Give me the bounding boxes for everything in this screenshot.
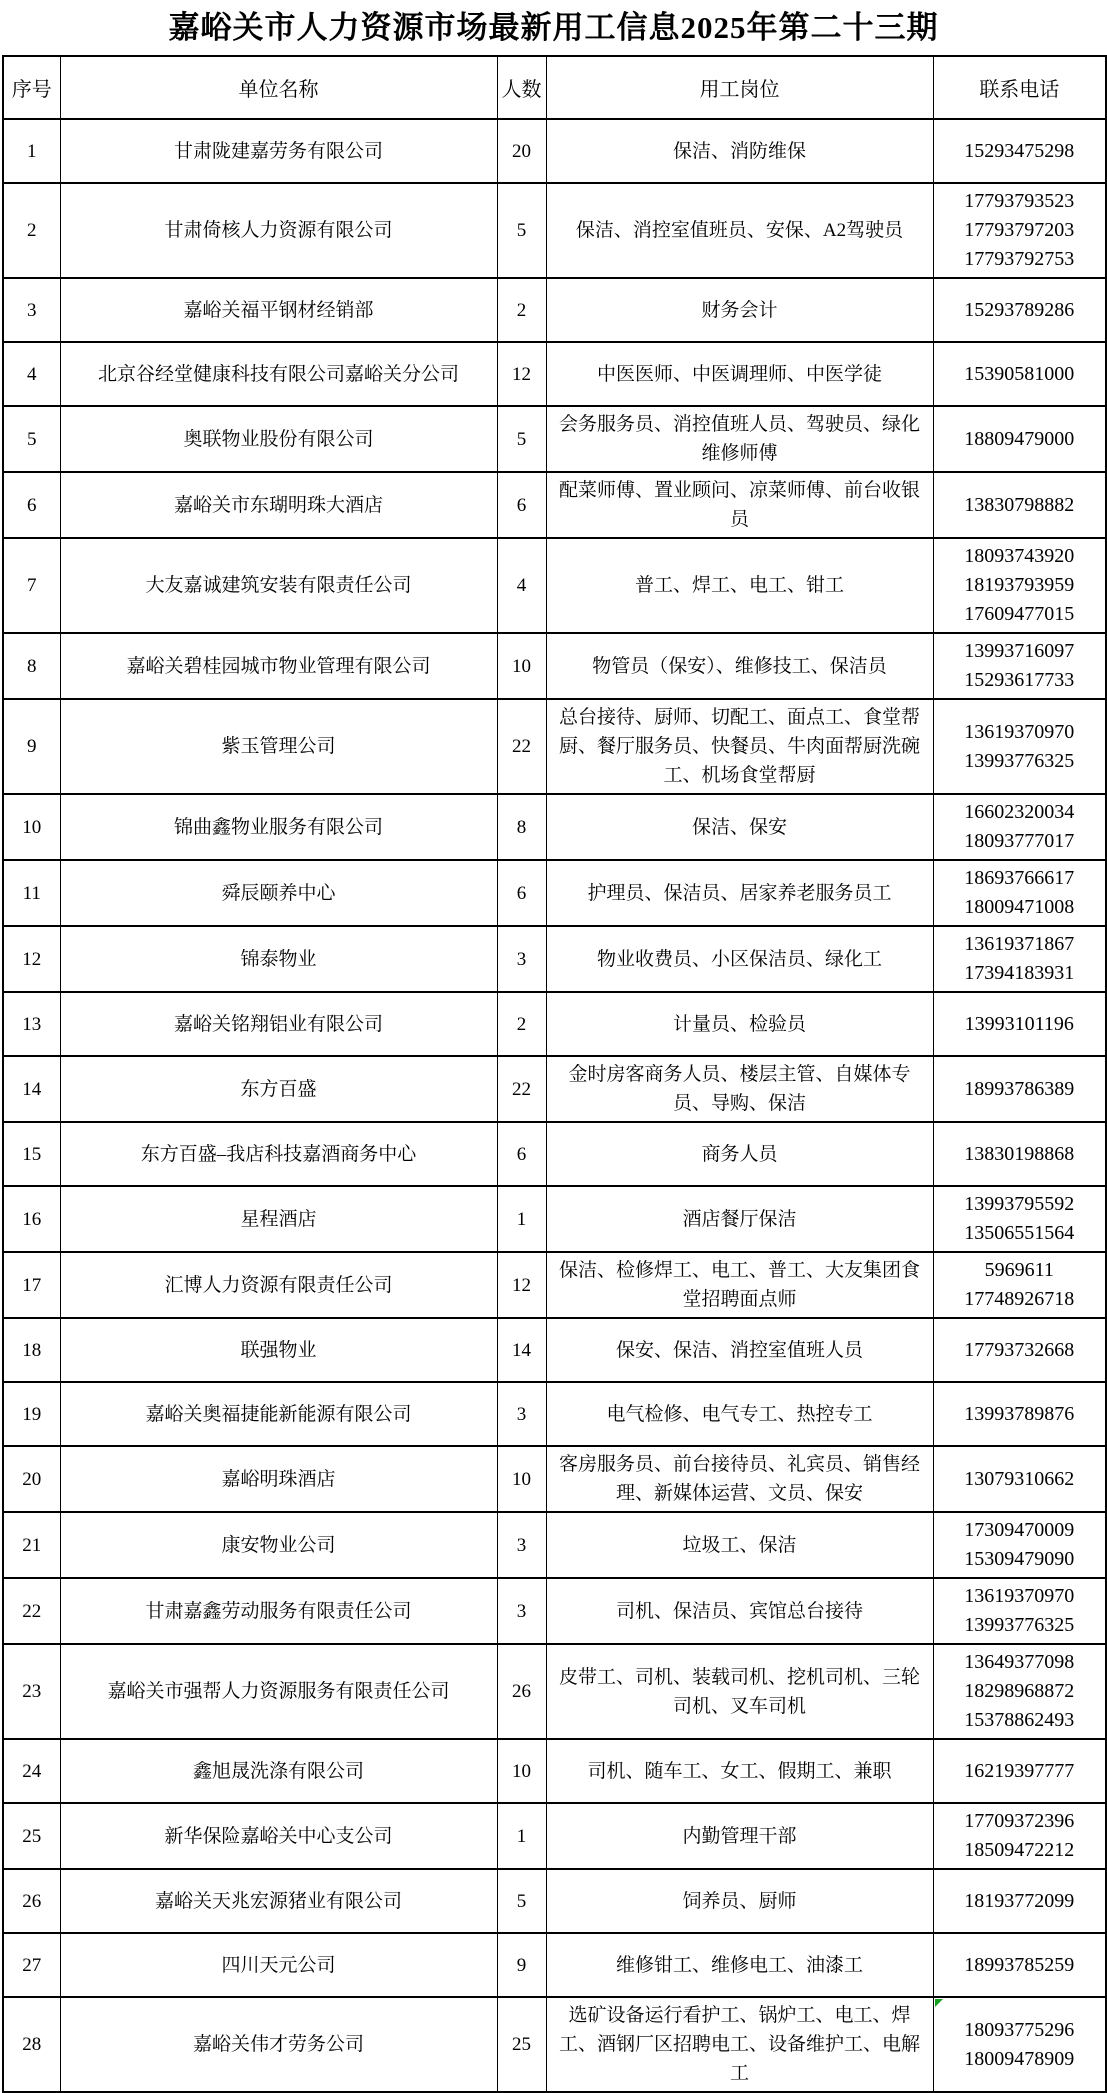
table-row xyxy=(3,183,1106,278)
cell-company-name: 甘肃倚核人力资源有限公司 xyxy=(60,183,497,278)
cell-contact-phone xyxy=(933,406,1106,472)
cell-company-name: 汇博人力资源有限责任公司 xyxy=(60,1252,497,1318)
cell-headcount: 6 xyxy=(497,472,546,538)
cell-contact-phone xyxy=(933,1869,1106,1933)
table-row xyxy=(3,1252,1106,1318)
cell-serial-number: 18 xyxy=(3,1318,60,1382)
cell-headcount: 22 xyxy=(497,699,546,794)
cell-serial-number: 4 xyxy=(3,342,60,406)
cell-contact-phone xyxy=(933,992,1106,1056)
phone-number: 17748926718 xyxy=(964,1288,1075,1310)
table-row xyxy=(3,1933,1106,1997)
phone-number: 17793793523 xyxy=(964,190,1075,212)
cell-headcount: 26 xyxy=(497,1644,546,1739)
cell-job-positions: 中医医师、中医调理师、中医学徒 xyxy=(546,342,933,406)
phone-number: 13993776325 xyxy=(964,1614,1075,1636)
cell-headcount: 6 xyxy=(497,860,546,926)
cell-company-name: 锦曲鑫物业服务有限公司 xyxy=(60,794,497,860)
cell-headcount: 8 xyxy=(497,794,546,860)
cell-headcount: 20 xyxy=(497,119,546,183)
cell-headcount: 3 xyxy=(497,1382,546,1446)
cell-headcount: 4 xyxy=(497,538,546,633)
cell-company-name: 舜辰颐养中心 xyxy=(60,860,497,926)
cell-company-name: 星程酒店 xyxy=(60,1186,497,1252)
phone-number: 13830198868 xyxy=(964,1142,1075,1165)
cell-headcount: 10 xyxy=(497,1739,546,1803)
cell-contact-phone xyxy=(933,860,1106,926)
cell-company-name: 康安物业公司 xyxy=(60,1512,497,1578)
cell-corner-marker xyxy=(935,1999,943,2007)
table-row xyxy=(3,633,1106,699)
cell-job-positions: 保洁、消控室值班员、安保、A2驾驶员 xyxy=(546,183,933,278)
phone-number: 17709372396 xyxy=(964,1810,1075,1832)
page-title: 嘉峪关市人力资源市场最新用工信息2025年第二十三期 xyxy=(168,10,939,45)
table-row xyxy=(3,1578,1106,1644)
cell-serial-number: 9 xyxy=(3,699,60,794)
cell-contact-phone xyxy=(933,183,1106,278)
cell-headcount: 3 xyxy=(497,1512,546,1578)
table-row xyxy=(3,1056,1106,1122)
cell-headcount: 6 xyxy=(497,1122,546,1186)
cell-company-name: 新华保险嘉峪关中心支公司 xyxy=(60,1803,497,1869)
header-row xyxy=(3,56,1106,119)
cell-serial-number: 5 xyxy=(3,406,60,472)
phone-number: 15293475298 xyxy=(964,139,1075,162)
cell-headcount: 1 xyxy=(497,1803,546,1869)
cell-contact-phone xyxy=(933,1252,1106,1318)
cell-headcount: 12 xyxy=(497,342,546,406)
col-header-phone: 联系电话 xyxy=(933,56,1106,119)
cell-job-positions: 计量员、检验员 xyxy=(546,992,933,1056)
cell-company-name: 鑫旭晟洗涤有限公司 xyxy=(60,1739,497,1803)
cell-company-name: 东方百盛–我店科技嘉酒商务中心 xyxy=(60,1122,497,1186)
phone-number: 18298968872 xyxy=(964,1680,1075,1702)
table-row xyxy=(3,1739,1106,1803)
cell-serial-number: 24 xyxy=(3,1739,60,1803)
cell-contact-phone xyxy=(933,926,1106,992)
employment-table xyxy=(2,55,1107,2093)
phone-number: 13619371867 xyxy=(964,933,1075,955)
table-body xyxy=(3,119,1106,2092)
cell-job-positions: 保安、保洁、消控室值班人员 xyxy=(546,1318,933,1382)
phone-number: 13506551564 xyxy=(964,1222,1075,1244)
cell-job-positions: 商务人员 xyxy=(546,1122,933,1186)
cell-serial-number: 14 xyxy=(3,1056,60,1122)
phone-number: 13993716097 xyxy=(964,640,1075,662)
cell-company-name: 紫玉管理公司 xyxy=(60,699,497,794)
cell-job-positions: 酒店餐厅保洁 xyxy=(546,1186,933,1252)
cell-serial-number: 17 xyxy=(3,1252,60,1318)
cell-serial-number: 15 xyxy=(3,1122,60,1186)
cell-serial-number: 23 xyxy=(3,1644,60,1739)
cell-headcount: 9 xyxy=(497,1933,546,1997)
phone-number: 15293617733 xyxy=(964,669,1075,691)
cell-serial-number: 28 xyxy=(3,1997,60,2092)
cell-company-name: 嘉峪关天兆宏源猪业有限公司 xyxy=(60,1869,497,1933)
phone-number: 13993776325 xyxy=(964,749,1075,772)
phone-number: 18509472212 xyxy=(964,1839,1075,1861)
cell-headcount: 3 xyxy=(497,1578,546,1644)
col-header-no: 序号 xyxy=(3,56,60,119)
cell-company-name: 大友嘉诚建筑安装有限责任公司 xyxy=(60,538,497,633)
cell-contact-phone xyxy=(933,119,1106,183)
phone-number: 15378862493 xyxy=(964,1709,1075,1731)
phone-number: 18093775296 xyxy=(964,2018,1075,2041)
cell-serial-number: 25 xyxy=(3,1803,60,1869)
table-row xyxy=(3,1512,1106,1578)
phone-number: 18009478909 xyxy=(964,2047,1075,2070)
cell-job-positions: 保洁、保安 xyxy=(546,794,933,860)
cell-contact-phone xyxy=(933,794,1106,860)
cell-contact-phone xyxy=(933,1122,1106,1186)
cell-headcount: 25 xyxy=(497,1997,546,2092)
phone-number: 13993795592 xyxy=(964,1193,1075,1215)
cell-serial-number: 8 xyxy=(3,633,60,699)
cell-headcount: 5 xyxy=(497,406,546,472)
phone-number: 16219397777 xyxy=(964,1759,1075,1782)
phone-number: 5969611 xyxy=(984,1259,1054,1281)
phone-number: 18993786389 xyxy=(964,1077,1075,1100)
cell-contact-phone xyxy=(933,699,1106,794)
phone-number: 17793732668 xyxy=(964,1338,1075,1361)
col-header-company: 单位名称 xyxy=(60,56,497,119)
cell-contact-phone xyxy=(933,1512,1106,1578)
cell-company-name: 锦泰物业 xyxy=(60,926,497,992)
table-row xyxy=(3,538,1106,633)
cell-company-name: 嘉峪关市东瑚明珠大酒店 xyxy=(60,472,497,538)
cell-company-name: 嘉峪关碧桂园城市物业管理有限公司 xyxy=(60,633,497,699)
cell-contact-phone xyxy=(933,1056,1106,1122)
cell-job-positions: 会务服务员、消控值班人员、驾驶员、绿化维修师傅 xyxy=(546,406,933,472)
cell-job-positions: 配菜师傅、置业顾问、凉菜师傅、前台收银员 xyxy=(546,472,933,538)
cell-job-positions: 维修钳工、维修电工、油漆工 xyxy=(546,1933,933,1997)
table-row xyxy=(3,992,1106,1056)
table-row xyxy=(3,1644,1106,1739)
cell-job-positions: 选矿设备运行看护工、锅炉工、电工、焊工、酒钢厂区招聘电工、设备维护工、电解工 xyxy=(546,1997,933,2092)
cell-serial-number: 2 xyxy=(3,183,60,278)
phone-number: 15293789286 xyxy=(964,298,1075,321)
cell-serial-number: 21 xyxy=(3,1512,60,1578)
cell-job-positions: 物业收费员、小区保洁员、绿化工 xyxy=(546,926,933,992)
cell-job-positions: 司机、随车工、女工、假期工、兼职 xyxy=(546,1739,933,1803)
phone-number: 15309479090 xyxy=(964,1548,1075,1570)
phone-number: 18809479000 xyxy=(964,427,1075,450)
cell-headcount: 10 xyxy=(497,1446,546,1512)
phone-number: 17394183931 xyxy=(964,962,1075,984)
cell-job-positions: 护理员、保洁员、居家养老服务员工 xyxy=(546,860,933,926)
cell-job-positions: 财务会计 xyxy=(546,278,933,342)
cell-job-positions: 金时房客商务人员、楼层主管、自媒体专员、导购、保洁 xyxy=(546,1056,933,1122)
cell-job-positions: 保洁、检修焊工、电工、普工、大友集团食堂招聘面点师 xyxy=(546,1252,933,1318)
phone-number: 13619370970 xyxy=(964,720,1075,743)
phone-number: 18093743920 xyxy=(964,545,1075,567)
cell-headcount: 5 xyxy=(497,1869,546,1933)
cell-company-name: 嘉峪关福平钢材经销部 xyxy=(60,278,497,342)
cell-serial-number: 19 xyxy=(3,1382,60,1446)
table-row xyxy=(3,119,1106,183)
table-row xyxy=(3,278,1106,342)
phone-number: 18009471008 xyxy=(964,896,1075,918)
cell-job-positions: 普工、焊工、电工、钳工 xyxy=(546,538,933,633)
col-header-count: 人数 xyxy=(497,56,546,119)
cell-contact-phone xyxy=(933,1739,1106,1803)
cell-contact-phone xyxy=(933,1318,1106,1382)
table-row xyxy=(3,1803,1106,1869)
cell-contact-phone xyxy=(933,1644,1106,1739)
cell-job-positions: 电气检修、电气专工、热控专工 xyxy=(546,1382,933,1446)
phone-number: 18993785259 xyxy=(964,1953,1075,1976)
phone-number: 13993789876 xyxy=(964,1402,1075,1425)
cell-headcount: 2 xyxy=(497,278,546,342)
cell-contact-phone xyxy=(933,1803,1106,1869)
cell-job-positions: 客房服务员、前台接待员、礼宾员、销售经理、新媒体运营、文员、保安 xyxy=(546,1446,933,1512)
phone-number: 17309470009 xyxy=(964,1519,1075,1541)
phone-number: 18193772099 xyxy=(964,1889,1075,1912)
cell-contact-phone xyxy=(933,1933,1106,1997)
cell-serial-number: 11 xyxy=(3,860,60,926)
col-header-positions: 用工岗位 xyxy=(546,56,933,119)
cell-headcount: 2 xyxy=(497,992,546,1056)
table-row xyxy=(3,406,1106,472)
cell-company-name: 东方百盛 xyxy=(60,1056,497,1122)
cell-job-positions: 总台接待、厨师、切配工、面点工、食堂帮厨、餐厅服务员、快餐员、牛肉面帮厨洗碗工、机场食堂帮厨 xyxy=(546,699,933,794)
cell-company-name: 四川天元公司 xyxy=(60,1933,497,1997)
cell-serial-number: 20 xyxy=(3,1446,60,1512)
cell-job-positions: 垃圾工、保洁 xyxy=(546,1512,933,1578)
table-row xyxy=(3,1122,1106,1186)
cell-company-name: 嘉峪明珠酒店 xyxy=(60,1446,497,1512)
cell-serial-number: 22 xyxy=(3,1578,60,1644)
cell-serial-number: 6 xyxy=(3,472,60,538)
table-row xyxy=(3,699,1106,794)
cell-contact-phone xyxy=(933,1997,1106,2092)
cell-serial-number: 10 xyxy=(3,794,60,860)
phone-number: 18693766617 xyxy=(964,867,1075,889)
phone-number: 15390581000 xyxy=(964,362,1075,385)
table-row xyxy=(3,342,1106,406)
cell-company-name: 嘉峪关奥福捷能新能源有限公司 xyxy=(60,1382,497,1446)
phone-number: 17609477015 xyxy=(964,603,1075,625)
cell-company-name: 甘肃陇建嘉劳务有限公司 xyxy=(60,119,497,183)
cell-contact-phone xyxy=(933,278,1106,342)
phone-number: 13993101196 xyxy=(964,1012,1074,1035)
cell-contact-phone xyxy=(933,1446,1106,1512)
table-row xyxy=(3,926,1106,992)
cell-serial-number: 1 xyxy=(3,119,60,183)
cell-job-positions: 物管员（保安）、维修技工、保洁员 xyxy=(546,633,933,699)
cell-company-name: 联强物业 xyxy=(60,1318,497,1382)
phone-number: 13079310662 xyxy=(964,1467,1075,1490)
cell-company-name: 甘肃嘉鑫劳动服务有限责任公司 xyxy=(60,1578,497,1644)
cell-company-name: 嘉峪关伟才劳务公司 xyxy=(60,1997,497,2092)
cell-headcount: 12 xyxy=(497,1252,546,1318)
table-row xyxy=(3,1446,1106,1512)
cell-serial-number: 16 xyxy=(3,1186,60,1252)
cell-serial-number: 13 xyxy=(3,992,60,1056)
cell-company-name: 北京谷经堂健康科技有限公司嘉峪关分公司 xyxy=(60,342,497,406)
cell-serial-number: 7 xyxy=(3,538,60,633)
cell-job-positions: 司机、保洁员、宾馆总台接待 xyxy=(546,1578,933,1644)
phone-number: 16602320034 xyxy=(964,801,1075,823)
cell-company-name: 奥联物业股份有限公司 xyxy=(60,406,497,472)
cell-contact-phone xyxy=(933,633,1106,699)
cell-job-positions: 保洁、消防维保 xyxy=(546,119,933,183)
cell-headcount: 1 xyxy=(497,1186,546,1252)
phone-number: 13649377098 xyxy=(964,1651,1075,1673)
table-row xyxy=(3,794,1106,860)
cell-job-positions: 饲养员、厨师 xyxy=(546,1869,933,1933)
table-row xyxy=(3,1186,1106,1252)
phone-number: 18193793959 xyxy=(964,574,1075,596)
cell-contact-phone xyxy=(933,472,1106,538)
table-row xyxy=(3,1382,1106,1446)
cell-headcount: 10 xyxy=(497,633,546,699)
cell-job-positions: 内勤管理干部 xyxy=(546,1803,933,1869)
cell-contact-phone xyxy=(933,342,1106,406)
cell-serial-number: 12 xyxy=(3,926,60,992)
cell-headcount: 14 xyxy=(497,1318,546,1382)
cell-serial-number: 27 xyxy=(3,1933,60,1997)
cell-job-positions: 皮带工、司机、装载司机、挖机司机、三轮司机、叉车司机 xyxy=(546,1644,933,1739)
table-row xyxy=(3,860,1106,926)
phone-number: 13830798882 xyxy=(964,493,1075,516)
table-row xyxy=(3,1869,1106,1933)
phone-number: 18093777017 xyxy=(964,830,1075,852)
cell-headcount: 22 xyxy=(497,1056,546,1122)
table-row xyxy=(3,472,1106,538)
cell-contact-phone xyxy=(933,538,1106,633)
cell-headcount: 3 xyxy=(497,926,546,992)
cell-headcount: 5 xyxy=(497,183,546,278)
cell-company-name: 嘉峪关市强帮人力资源服务有限责任公司 xyxy=(60,1644,497,1739)
cell-company-name: 嘉峪关铭翔铝业有限公司 xyxy=(60,992,497,1056)
phone-number: 17793792753 xyxy=(964,248,1075,270)
cell-contact-phone xyxy=(933,1578,1106,1644)
phone-number: 13619370970 xyxy=(964,1585,1075,1607)
table-row xyxy=(3,1318,1106,1382)
table-row xyxy=(3,1997,1106,2092)
cell-serial-number: 3 xyxy=(3,278,60,342)
cell-contact-phone xyxy=(933,1382,1106,1446)
cell-contact-phone xyxy=(933,1186,1106,1252)
cell-serial-number: 26 xyxy=(3,1869,60,1933)
phone-number: 17793797203 xyxy=(964,219,1075,241)
